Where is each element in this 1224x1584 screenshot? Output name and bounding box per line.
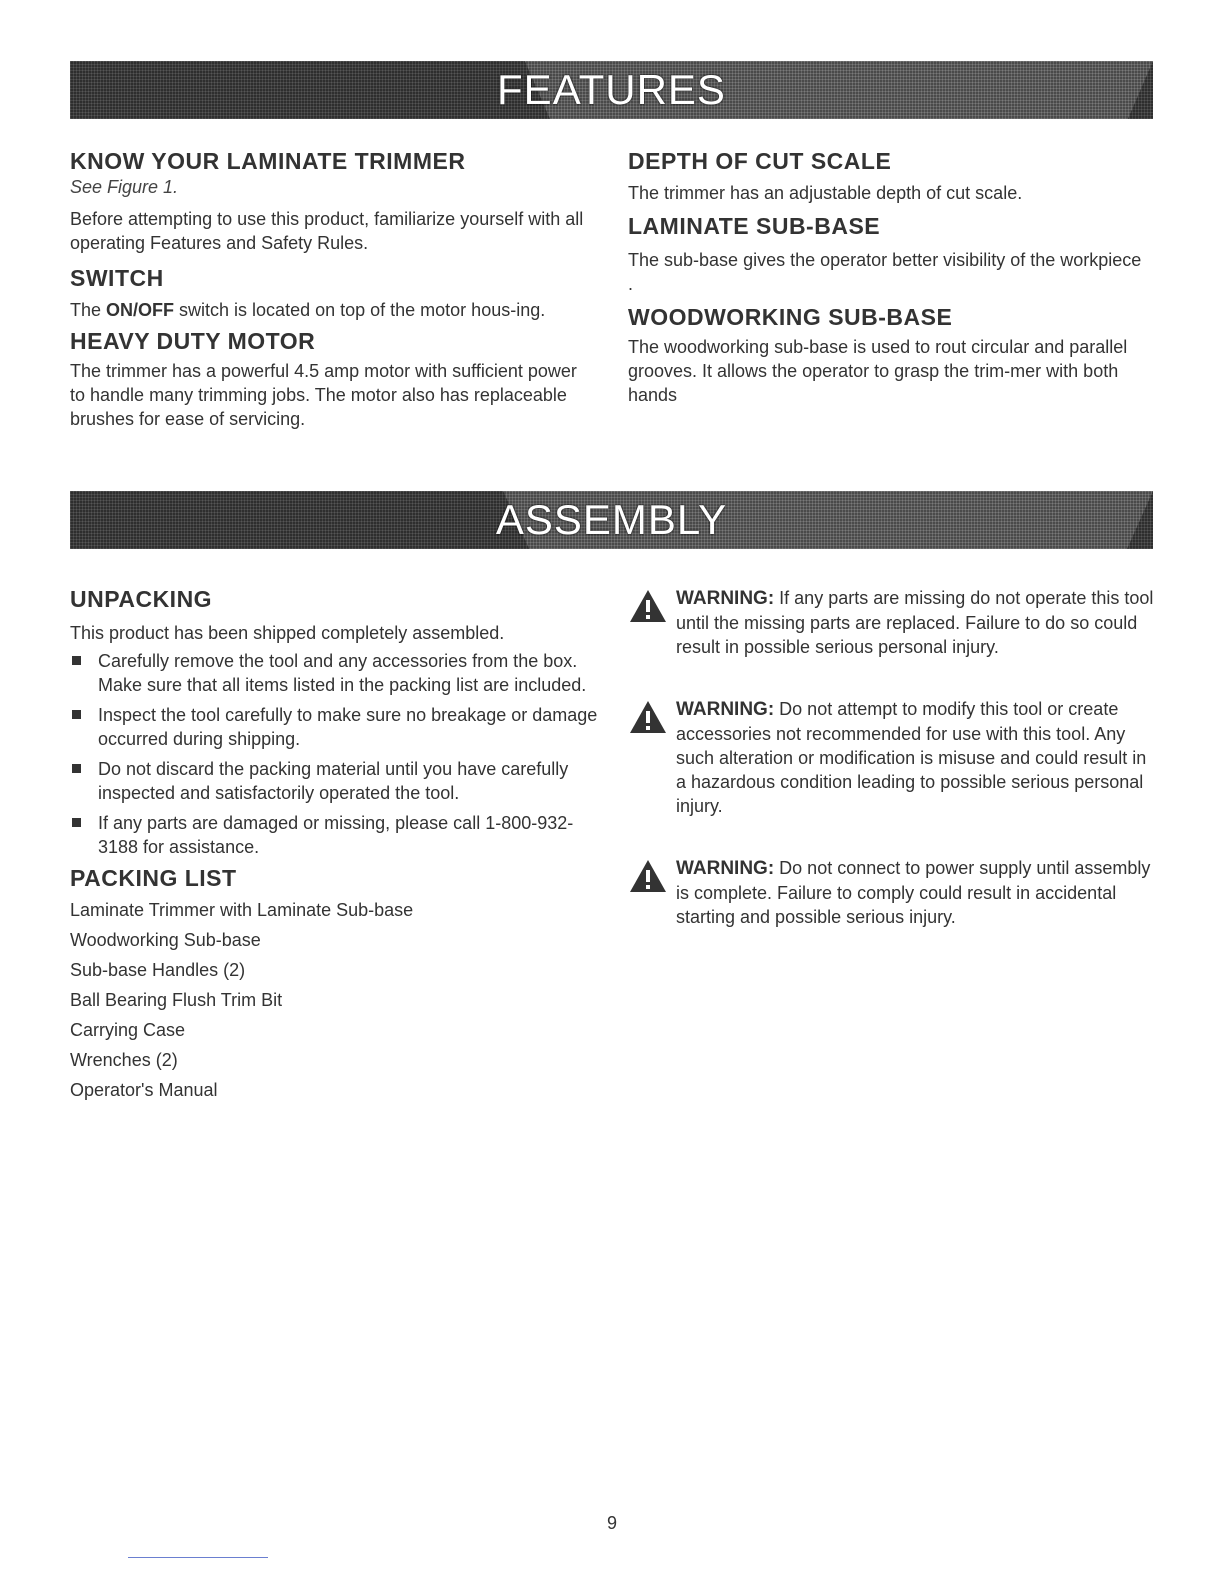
square-bullet-icon bbox=[72, 764, 81, 773]
unpacking-heading: UNPACKING bbox=[70, 586, 213, 612]
warning-text bbox=[676, 697, 1158, 818]
switch-onoff-label: ON/OFF bbox=[106, 300, 175, 320]
warning-label: WARNING: bbox=[676, 588, 775, 609]
page-number: 9 bbox=[606, 1513, 617, 1533]
laminate-subbase-text: The sub-base gives the operator better visibility of the workpiece . bbox=[628, 250, 1142, 294]
features-left-column bbox=[70, 148, 590, 431]
list-item bbox=[70, 757, 600, 805]
warning-body: Do not attempt to modify this tool or create accessories not recommended for use with this tool. Any such alteration or modification is misuse and could result in a hazardous condition leading to possible serious personal injury. bbox=[676, 699, 1147, 816]
assembly-left-column bbox=[70, 586, 600, 1108]
warning-block bbox=[628, 586, 1158, 659]
square-bullet-icon bbox=[72, 818, 81, 827]
packing-list-item: Carrying Case bbox=[70, 1020, 186, 1040]
warning-triangle-icon bbox=[628, 699, 668, 735]
square-bullet-icon bbox=[72, 710, 81, 719]
assembly-banner-title: ASSEMBLY bbox=[495, 496, 728, 543]
know-text: Before attempting to use this product, familiarize yourself with all operating Features and Safety Rules. bbox=[70, 209, 584, 253]
warning-body: If any parts are missing do not operate this tool until the missing parts are replaced. Failure to do so could result in possible serious personal injury. bbox=[676, 588, 1154, 657]
packing-list-item: Sub-base Handles (2) bbox=[70, 960, 246, 980]
switch-text-post: switch is located on top of the motor hous-ing. bbox=[174, 300, 546, 320]
know-heading: KNOW YOUR LAMINATE TRIMMER bbox=[70, 148, 466, 174]
packing-list-heading: PACKING LIST bbox=[70, 865, 237, 891]
warning-block bbox=[628, 856, 1158, 929]
assembly-banner bbox=[70, 491, 1153, 549]
bullet-text: If any parts are damaged or missing, please call 1-800-932-3188 for assistance. bbox=[98, 813, 574, 857]
switch-heading: SWITCH bbox=[70, 265, 164, 291]
packing-list bbox=[70, 898, 600, 1102]
laminate-subbase-heading: LAMINATE SUB-BASE bbox=[628, 213, 881, 239]
list-item bbox=[70, 703, 600, 751]
packing-list-item: Ball Bearing Flush Trim Bit bbox=[70, 990, 283, 1010]
bullet-text: Carefully remove the tool and any accessories from the box. Make sure that all items listed in the packing list are included. bbox=[98, 651, 587, 695]
warning-body: Do not connect to power supply until assembly is complete. Failure to comply could result in accidental starting and possible serious injury. bbox=[676, 858, 1151, 927]
know-figure-ref: See Figure 1. bbox=[70, 177, 179, 197]
switch-text-pre: The bbox=[70, 300, 107, 320]
features-banner-title: FEATURES bbox=[497, 66, 726, 113]
woodworking-subbase-heading: WOODWORKING SUB-BASE bbox=[628, 304, 953, 330]
switch-text bbox=[70, 298, 590, 322]
warning-text bbox=[676, 586, 1158, 659]
list-item bbox=[70, 811, 600, 859]
warning-label: WARNING: bbox=[676, 858, 775, 879]
warning-triangle-icon bbox=[628, 858, 668, 894]
bullet-text: Do not discard the packing material until you have carefully inspected and satisfactorily operated the tool. bbox=[98, 759, 569, 803]
square-bullet-icon bbox=[72, 656, 81, 665]
warning-text bbox=[676, 856, 1158, 929]
list-item bbox=[70, 649, 600, 697]
depth-text: The trimmer has an adjustable depth of cut scale. bbox=[628, 183, 1023, 203]
unpacking-intro: This product has been shipped completely assembled. bbox=[70, 623, 505, 643]
bullet-text: Inspect the tool carefully to make sure no breakage or damage occurred during shipping. bbox=[98, 705, 598, 749]
warning-label: WARNING: bbox=[676, 699, 775, 720]
woodworking-subbase-text: The woodworking sub-base is used to rout circular and parallel grooves. It allows the operator to grasp the trim-mer with both hands bbox=[628, 337, 1128, 405]
features-banner bbox=[70, 61, 1153, 119]
depth-heading: DEPTH OF CUT SCALE bbox=[628, 148, 892, 174]
packing-list-item: Wrenches (2) bbox=[70, 1050, 178, 1070]
packing-list-item: Laminate Trimmer with Laminate Sub-base bbox=[70, 900, 414, 920]
packing-list-item: Operator's Manual bbox=[70, 1080, 218, 1100]
warning-triangle-icon bbox=[628, 588, 668, 624]
motor-text: The trimmer has a powerful 4.5 amp motor with sufficient power to handle many trimming jobs. The motor also has replaceable brushes for ease of servicing. bbox=[70, 361, 577, 429]
warning-block bbox=[628, 697, 1158, 818]
packing-list-item: Woodworking Sub-base bbox=[70, 930, 261, 950]
footer-rule bbox=[128, 1557, 268, 1558]
assembly-warnings-column bbox=[628, 586, 1158, 967]
features-right-column bbox=[628, 148, 1148, 407]
unpacking-bullet-list bbox=[70, 649, 600, 859]
motor-heading: HEAVY DUTY MOTOR bbox=[70, 328, 316, 354]
